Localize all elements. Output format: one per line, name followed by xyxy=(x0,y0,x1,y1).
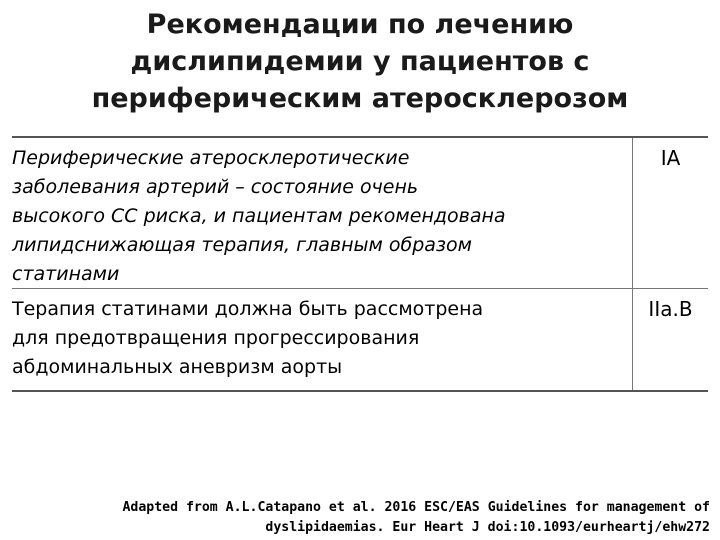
citation-line: Adapted from A.L.Catapano et al. 2016 ESC/EAS Guidelines for management of xyxy=(122,500,710,515)
recommendations-table xyxy=(12,136,708,392)
recommendation-line: липидснижающая терапия, главным образом xyxy=(12,234,472,256)
recommendation-line: высокого СС риска, и пациентам рекомендована xyxy=(12,205,506,227)
table-row xyxy=(12,138,708,289)
recommendation-line: статинами xyxy=(12,263,120,285)
table-row xyxy=(12,289,708,390)
recommendation-class: IA xyxy=(632,138,708,288)
recommendation-line: заболевания артерий – состояние очень xyxy=(12,176,419,198)
title-line: Рекомендации по лечению xyxy=(146,9,574,40)
citation-line: dyslipidaemias. Eur Heart J doi:10.1093/eurheartj/ehw272 xyxy=(265,520,710,535)
recommendation-line: Периферические атеросклеротические xyxy=(12,147,410,169)
page-title xyxy=(30,6,690,117)
recommendation-line: Терапия статинами должна быть рассмотрена xyxy=(12,298,484,320)
title-line: периферическим атеросклерозом xyxy=(91,83,629,114)
source-citation xyxy=(122,498,710,538)
recommendation-text xyxy=(12,289,632,390)
recommendation-line: для предотвращения прогрессирования xyxy=(12,327,420,349)
recommendation-text xyxy=(12,138,632,288)
recommendation-class: IIa.B xyxy=(632,289,708,390)
recommendation-line: абдоминальных аневризм аорты xyxy=(12,356,343,378)
title-line: дислипидемии у пациентов с xyxy=(130,46,590,77)
